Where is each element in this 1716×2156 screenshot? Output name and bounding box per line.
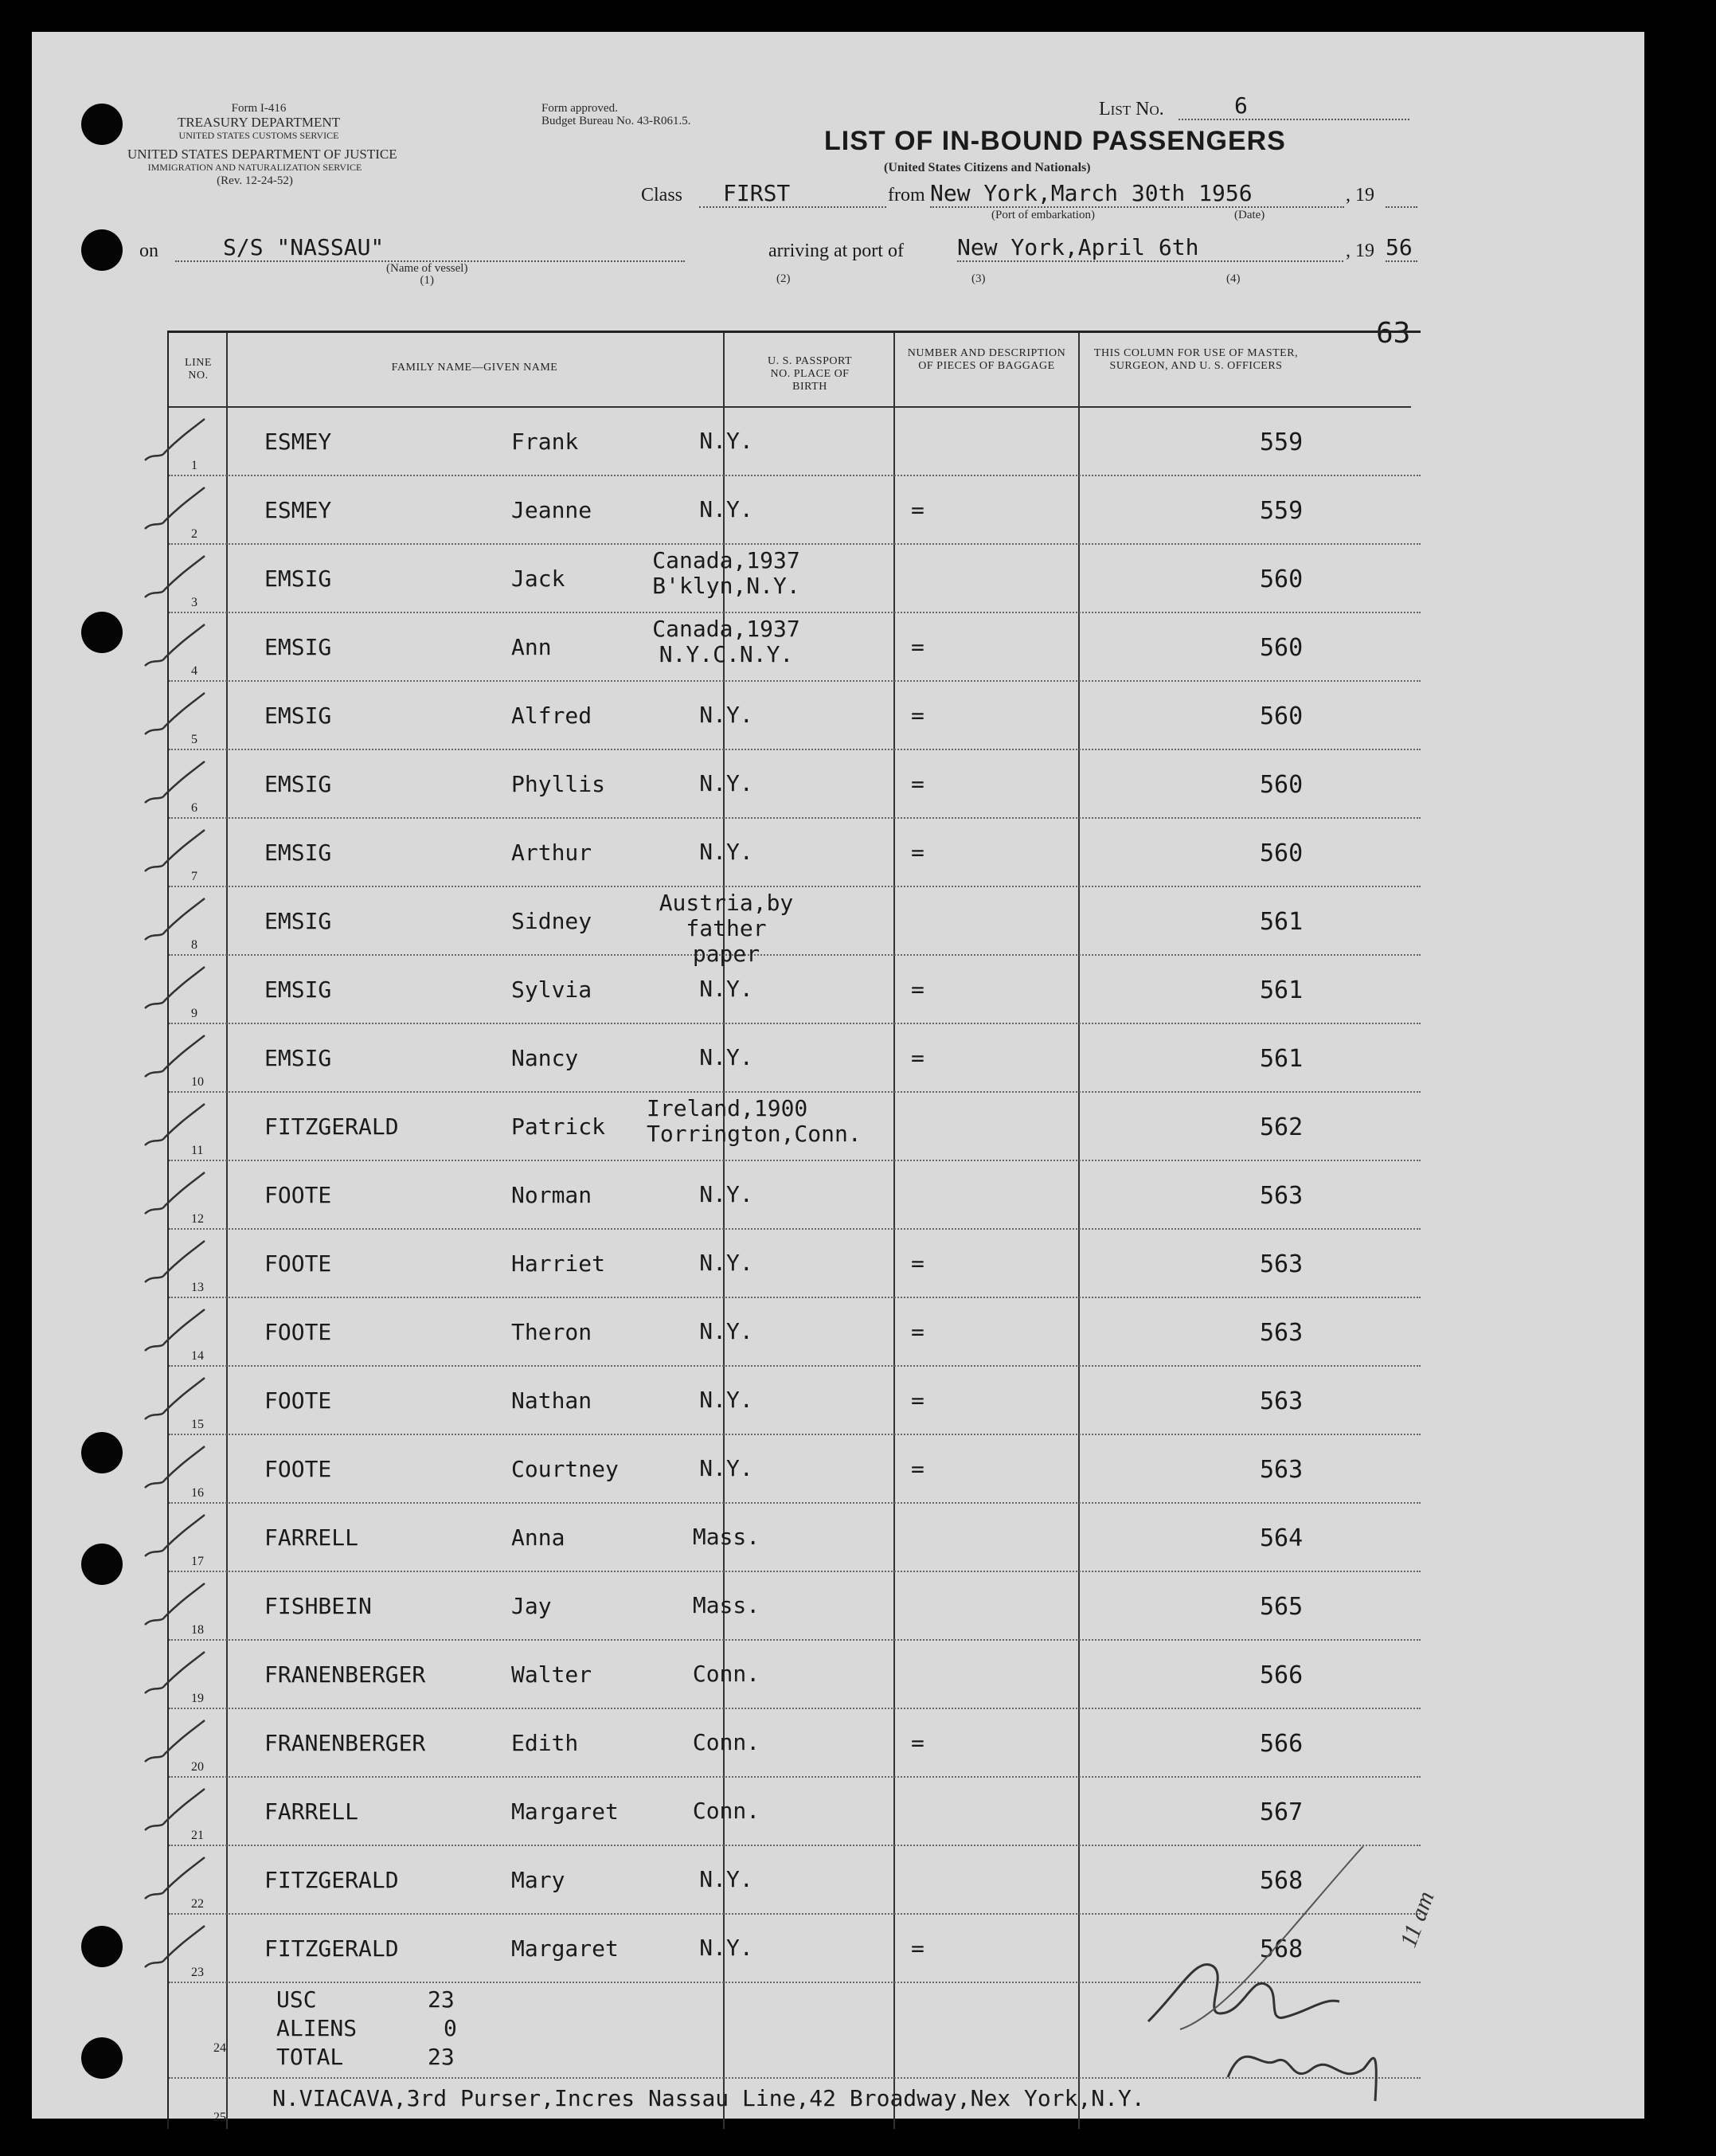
- checkmark-icon: [137, 1714, 209, 1770]
- place-of-birth-line: N.Y.: [699, 428, 753, 454]
- line-number: 22: [191, 1897, 204, 1911]
- aliens-count: 0: [444, 2015, 457, 2041]
- time-annotation: 11 am: [1395, 1888, 1440, 1951]
- officer-number: 567: [1260, 1798, 1304, 1826]
- approval-block: [541, 102, 690, 127]
- ins-service: IMMIGRATION AND NATURALIZATION SERVICE: [147, 162, 362, 173]
- checkmark-icon: [137, 1098, 209, 1153]
- checkmark-icon: [137, 550, 209, 605]
- baggage-mark: =: [911, 1387, 924, 1414]
- officer-number: 565: [1260, 1593, 1304, 1621]
- manifest-sheet: [32, 32, 1644, 2124]
- place-of-birth-line: Mass.: [692, 1524, 760, 1550]
- col-num-4: (4): [1226, 272, 1241, 285]
- checkmark-icon: [137, 1508, 209, 1564]
- place-of-birth: [647, 771, 806, 796]
- officer-number: 564: [1260, 1524, 1304, 1552]
- place-of-birth: [647, 497, 806, 522]
- page-number: 63: [1376, 317, 1411, 350]
- table-row: [169, 475, 1421, 545]
- given-name: Ann: [511, 634, 552, 660]
- punch-hole: [81, 1544, 123, 1585]
- total-count: 23: [428, 2044, 455, 2070]
- family-name: FRANENBERGER: [264, 1661, 426, 1688]
- place-of-birth: [647, 1456, 806, 1481]
- punch-hole: [81, 1926, 123, 1967]
- baggage-mark: =: [911, 1730, 924, 1756]
- port-caption: (Port of embarkation): [991, 209, 1095, 221]
- line-number: 5: [191, 733, 197, 746]
- form-approved: Form approved.: [541, 102, 618, 115]
- place-of-birth-line: B'klyn,N.Y.: [652, 573, 800, 599]
- line-number: 13: [191, 1281, 204, 1294]
- checkmark-icon: [137, 1371, 209, 1427]
- given-name: Courtney: [511, 1456, 619, 1482]
- baggage-mark: =: [911, 1319, 924, 1345]
- place-of-birth: [647, 1319, 806, 1344]
- checkmark-icon: [137, 892, 209, 948]
- customs-service: UNITED STATES CUSTOMS SERVICE: [178, 130, 339, 141]
- table-row: [169, 406, 1421, 476]
- family-name: EMSIG: [264, 908, 332, 934]
- header-line-no: LINE NO.: [174, 333, 223, 408]
- checkmark-icon: [137, 1029, 209, 1085]
- baggage-mark: =: [911, 1045, 924, 1071]
- table-row: [169, 680, 1421, 750]
- punch-hole: [81, 1432, 123, 1473]
- total-label: TOTAL: [276, 2044, 344, 2070]
- officer-number: 568: [1260, 1935, 1304, 1963]
- officer-number: 566: [1260, 1661, 1304, 1689]
- checkmark-icon: [137, 1645, 209, 1701]
- given-name: Harriet: [511, 1250, 606, 1277]
- arriving-label: arriving at port of: [768, 241, 904, 261]
- punch-hole: [81, 229, 123, 271]
- vessel-field: [175, 234, 685, 262]
- family-name: FARRELL: [264, 1798, 359, 1825]
- given-name: Nancy: [511, 1045, 579, 1071]
- date-caption: (Date): [1234, 209, 1265, 221]
- place-of-birth-line: Conn.: [692, 1729, 760, 1755]
- place-of-birth: [647, 1250, 806, 1276]
- family-name: ESMEY: [264, 428, 332, 455]
- place-of-birth: [647, 1045, 806, 1070]
- vessel-caption: [386, 263, 467, 287]
- checkmark-icon: [137, 413, 209, 468]
- officer-signature: [1132, 1830, 1419, 2133]
- list-number: 6: [1234, 92, 1248, 119]
- checkmark-icon: [137, 1919, 209, 1975]
- place-of-birth-line: N.Y.: [699, 1387, 753, 1413]
- list-number-label: List No.: [1099, 99, 1164, 119]
- table-row: [169, 749, 1421, 819]
- vessel-caption-text: (Name of vessel): [386, 262, 468, 275]
- total-usc-row: [276, 1986, 457, 2014]
- table-row: [169, 612, 1421, 682]
- table-row: [169, 1571, 1421, 1641]
- table-row: [169, 954, 1421, 1024]
- given-name: Margaret: [511, 1798, 619, 1825]
- line-number: 15: [191, 1418, 204, 1431]
- form-number: Form I-416: [231, 102, 287, 115]
- checkmark-icon: [137, 1851, 209, 1907]
- family-name: FRANENBERGER: [264, 1730, 426, 1756]
- place-of-birth-line: N.Y.: [699, 1181, 753, 1207]
- vessel-caption-num: (1): [420, 274, 434, 287]
- officer-number: 563: [1260, 1456, 1304, 1484]
- place-of-birth-line: N.Y.: [699, 1250, 753, 1276]
- officer-number: 559: [1260, 428, 1304, 456]
- given-name: Sylvia: [511, 976, 592, 1003]
- officer-number: 568: [1260, 1867, 1304, 1895]
- col-num-2: (2): [776, 272, 791, 285]
- family-name: EMSIG: [264, 565, 332, 592]
- officer-number: 562: [1260, 1113, 1304, 1141]
- officer-number: 560: [1260, 839, 1304, 867]
- given-name: Jay: [511, 1593, 552, 1619]
- table-row: [169, 1160, 1421, 1230]
- place-of-birth: [647, 548, 806, 599]
- line-number: 2: [191, 527, 197, 541]
- officer-number: 560: [1260, 634, 1304, 662]
- baggage-mark: =: [911, 634, 924, 660]
- header-rule: [169, 333, 1411, 408]
- punch-hole: [81, 104, 123, 145]
- family-name: FOOTE: [264, 1387, 332, 1414]
- baggage-mark: =: [911, 1456, 924, 1482]
- table-row: [169, 543, 1421, 613]
- given-name: Frank: [511, 428, 579, 455]
- form-agency-block: [127, 102, 390, 143]
- given-name: Theron: [511, 1319, 592, 1345]
- checkmark-icon: [137, 687, 209, 742]
- place-of-birth: [647, 1182, 806, 1207]
- arrival-port-date: New York,April 6th: [957, 234, 1199, 260]
- line-number: 10: [191, 1075, 204, 1089]
- table-row: [169, 1365, 1421, 1435]
- checkmark-icon: [137, 481, 209, 537]
- class-label: Class: [641, 185, 683, 205]
- table-row: [169, 1023, 1421, 1093]
- family-name: EMSIG: [264, 976, 332, 1003]
- line-number: 8: [191, 938, 197, 952]
- line-number: 9: [191, 1007, 197, 1020]
- punch-hole: [81, 2037, 123, 2079]
- officer-number: 560: [1260, 565, 1304, 593]
- officer-number: 563: [1260, 1387, 1304, 1415]
- family-name: EMSIG: [264, 702, 332, 729]
- table-row: [169, 1708, 1421, 1778]
- checkmark-icon: [137, 1303, 209, 1359]
- given-name: Mary: [511, 1867, 565, 1893]
- revision: (Rev. 12-24-52): [217, 174, 293, 187]
- punch-hole: [81, 612, 123, 653]
- place-of-birth: [647, 1661, 806, 1687]
- family-name: FITZGERALD: [264, 1113, 399, 1140]
- on-label: on: [139, 241, 158, 261]
- checkmark-icon: [137, 755, 209, 811]
- place-of-birth-line: Canada,1937: [652, 547, 800, 573]
- vessel-name: S/S "NASSAU": [223, 234, 385, 260]
- baggage-mark: =: [911, 702, 924, 729]
- checkmark-icon: [137, 961, 209, 1016]
- table-row: [169, 1297, 1421, 1367]
- checkmark-icon: [137, 1166, 209, 1222]
- table-row: [169, 1502, 1421, 1572]
- col-num-3: (3): [971, 272, 986, 285]
- line-number-24: 24: [213, 2041, 226, 2055]
- place-of-birth-line: N.Y.: [699, 839, 753, 865]
- place-of-birth-line: N.Y.: [699, 1935, 753, 1961]
- page-subtitle: (United States Citizens and Nationals): [884, 161, 1091, 174]
- place-of-birth-line: Mass.: [692, 1592, 760, 1618]
- line-number: 20: [191, 1760, 204, 1774]
- page-title: LIST OF IN-BOUND PASSENGERS: [824, 126, 1286, 156]
- line-number: 19: [191, 1692, 204, 1705]
- place-of-birth: [647, 976, 806, 1002]
- year-field-2: [1386, 234, 1417, 262]
- baggage-mark: =: [911, 497, 924, 523]
- place-of-birth-line: Conn.: [692, 1661, 760, 1687]
- line-number: 4: [191, 664, 197, 678]
- officer-number: 563: [1260, 1182, 1304, 1210]
- year-suffix-1: , 19: [1346, 185, 1374, 205]
- line-number: 11: [191, 1144, 204, 1157]
- header-passport: U. S. PASSPORT NO. PLACE OF BIRTH: [758, 333, 862, 408]
- officer-number: 559: [1260, 497, 1304, 525]
- place-of-birth-line: N.Y.: [699, 1455, 753, 1481]
- year-field-1: [1386, 180, 1417, 208]
- budget-bureau: Budget Bureau No. 43-R061.5.: [541, 115, 691, 127]
- place-of-birth: [647, 1524, 806, 1550]
- usc-label: USC: [276, 1986, 317, 2013]
- table-row: [169, 1434, 1421, 1504]
- officer-number: 561: [1260, 908, 1304, 936]
- place-of-birth-line: N.Y.: [699, 1866, 753, 1892]
- given-name: Patrick: [511, 1113, 606, 1140]
- officer-number: 561: [1260, 976, 1304, 1004]
- given-name: Arthur: [511, 839, 592, 866]
- line-number: 6: [191, 801, 197, 815]
- arrival-field: [957, 234, 1343, 262]
- family-name: FOOTE: [264, 1456, 332, 1482]
- justice-dept: UNITED STATES DEPARTMENT OF JUSTICE: [127, 147, 397, 162]
- place-of-birth: [647, 1798, 806, 1824]
- class-value: FIRST: [723, 180, 791, 206]
- place-of-birth-line: N.Y.: [699, 1044, 753, 1070]
- officer-number: 561: [1260, 1045, 1304, 1073]
- baggage-mark: =: [911, 771, 924, 797]
- family-name: FARRELL: [264, 1524, 359, 1551]
- given-name: Sidney: [511, 908, 592, 934]
- place-of-birth: [647, 1935, 806, 1961]
- place-of-birth-line: N.Y.: [699, 1318, 753, 1344]
- table-row: [169, 1639, 1421, 1709]
- officer-number: 566: [1260, 1730, 1304, 1758]
- header-officers: THIS COLUMN FOR USE OF MASTER, SURGEON, AND U. S. OFFICERS: [1093, 333, 1300, 408]
- given-name: Phyllis: [511, 771, 606, 797]
- purser-signature-line: N.VIACAVA,3rd Purser,Incres Nassau Line,42 Broadway,Nex York,N.Y.: [272, 2085, 1145, 2111]
- line-number: 12: [191, 1212, 204, 1226]
- given-name: Alfred: [511, 702, 592, 729]
- passenger-table: [167, 331, 1440, 2129]
- family-name: FITZGERALD: [264, 1935, 399, 1962]
- place-of-birth-line: Austria,by: [659, 890, 794, 916]
- given-name: Margaret: [511, 1935, 619, 1962]
- table-row: [169, 1091, 1421, 1161]
- given-name: Nathan: [511, 1387, 592, 1414]
- place-of-birth-line: N.Y.: [699, 976, 753, 1002]
- place-of-birth: [647, 1095, 862, 1147]
- place-of-birth: [647, 616, 806, 667]
- from-field: [930, 180, 1344, 208]
- line-number: 21: [191, 1829, 204, 1842]
- officer-number: 563: [1260, 1319, 1304, 1347]
- place-of-birth-line: N.Y.: [699, 770, 753, 796]
- treasury-dept: TREASURY DEPARTMENT: [177, 115, 341, 130]
- place-of-birth: [647, 1593, 806, 1618]
- line-number: 3: [191, 596, 197, 609]
- header-baggage: NUMBER AND DESCRIPTION OF PIECES OF BAGGAGE: [901, 333, 1072, 408]
- year-suffix-2: , 19: [1346, 241, 1374, 261]
- justice-block: [127, 147, 397, 188]
- place-of-birth-line: Torrington,Conn.: [647, 1121, 862, 1147]
- place-of-birth-line: Ireland,1900: [647, 1095, 808, 1121]
- family-name: EMSIG: [264, 1045, 332, 1071]
- family-name: ESMEY: [264, 497, 332, 523]
- header-name: FAMILY NAME—GIVEN NAME: [228, 333, 721, 408]
- line-number: 23: [191, 1966, 204, 1979]
- place-of-birth-line: N.Y.: [699, 702, 753, 728]
- family-name: EMSIG: [264, 839, 332, 866]
- from-label: from: [888, 185, 925, 205]
- baggage-mark: =: [911, 839, 924, 866]
- place-of-birth-line: N.Y.: [699, 496, 753, 522]
- given-name: Walter: [511, 1661, 592, 1688]
- given-name: Edith: [511, 1730, 579, 1756]
- list-number-value: [1179, 92, 1409, 120]
- checkmark-icon: [137, 1577, 209, 1633]
- checkmark-icon: [137, 618, 209, 674]
- baggage-mark: =: [911, 1250, 924, 1277]
- table-row: [169, 817, 1421, 887]
- class-field: [699, 180, 886, 208]
- officer-number: 560: [1260, 702, 1304, 730]
- place-of-birth: [647, 702, 806, 728]
- place-of-birth: [647, 839, 806, 865]
- place-of-birth-line: Canada,1937: [652, 616, 800, 642]
- place-of-birth-line: father paper: [686, 915, 767, 967]
- line-number: 7: [191, 870, 197, 883]
- line-number: 14: [191, 1349, 204, 1363]
- checkmark-icon: [137, 1782, 209, 1838]
- line-number-25: 25: [213, 2111, 226, 2124]
- baggage-mark: =: [911, 976, 924, 1003]
- family-name: EMSIG: [264, 771, 332, 797]
- place-of-birth: [647, 1867, 806, 1892]
- checkmark-icon: [137, 1235, 209, 1290]
- line-number: 17: [191, 1555, 204, 1568]
- given-name: Jeanne: [511, 497, 592, 523]
- line-number: 16: [191, 1486, 204, 1500]
- given-name: Anna: [511, 1524, 565, 1551]
- arrival-year: 56: [1386, 234, 1413, 260]
- checkmark-icon: [137, 824, 209, 879]
- family-name: FOOTE: [264, 1250, 332, 1277]
- embark-port-date: New York,March 30th 1956: [930, 180, 1253, 206]
- family-name: FISHBEIN: [264, 1593, 372, 1619]
- table-row: [169, 886, 1421, 967]
- aliens-label: ALIENS: [276, 2015, 358, 2041]
- officer-number: 563: [1260, 1250, 1304, 1278]
- place-of-birth: [647, 1387, 806, 1413]
- table-row: [169, 1228, 1421, 1298]
- family-name: FOOTE: [264, 1319, 332, 1345]
- line-number: 1: [191, 459, 197, 472]
- place-of-birth-line: N.Y.C.N.Y.: [659, 641, 794, 667]
- given-name: Jack: [511, 565, 565, 592]
- place-of-birth: [647, 1730, 806, 1755]
- checkmark-icon: [137, 1440, 209, 1496]
- place-of-birth-line: Conn.: [692, 1798, 760, 1824]
- baggage-mark: =: [911, 1935, 924, 1962]
- family-name: FITZGERALD: [264, 1867, 399, 1893]
- place-of-birth: [647, 428, 806, 454]
- usc-count: 23: [428, 1986, 455, 2013]
- officer-number: 560: [1260, 771, 1304, 799]
- given-name: Norman: [511, 1182, 592, 1208]
- line-number: 18: [191, 1623, 204, 1637]
- family-name: EMSIG: [264, 634, 332, 660]
- family-name: FOOTE: [264, 1182, 332, 1208]
